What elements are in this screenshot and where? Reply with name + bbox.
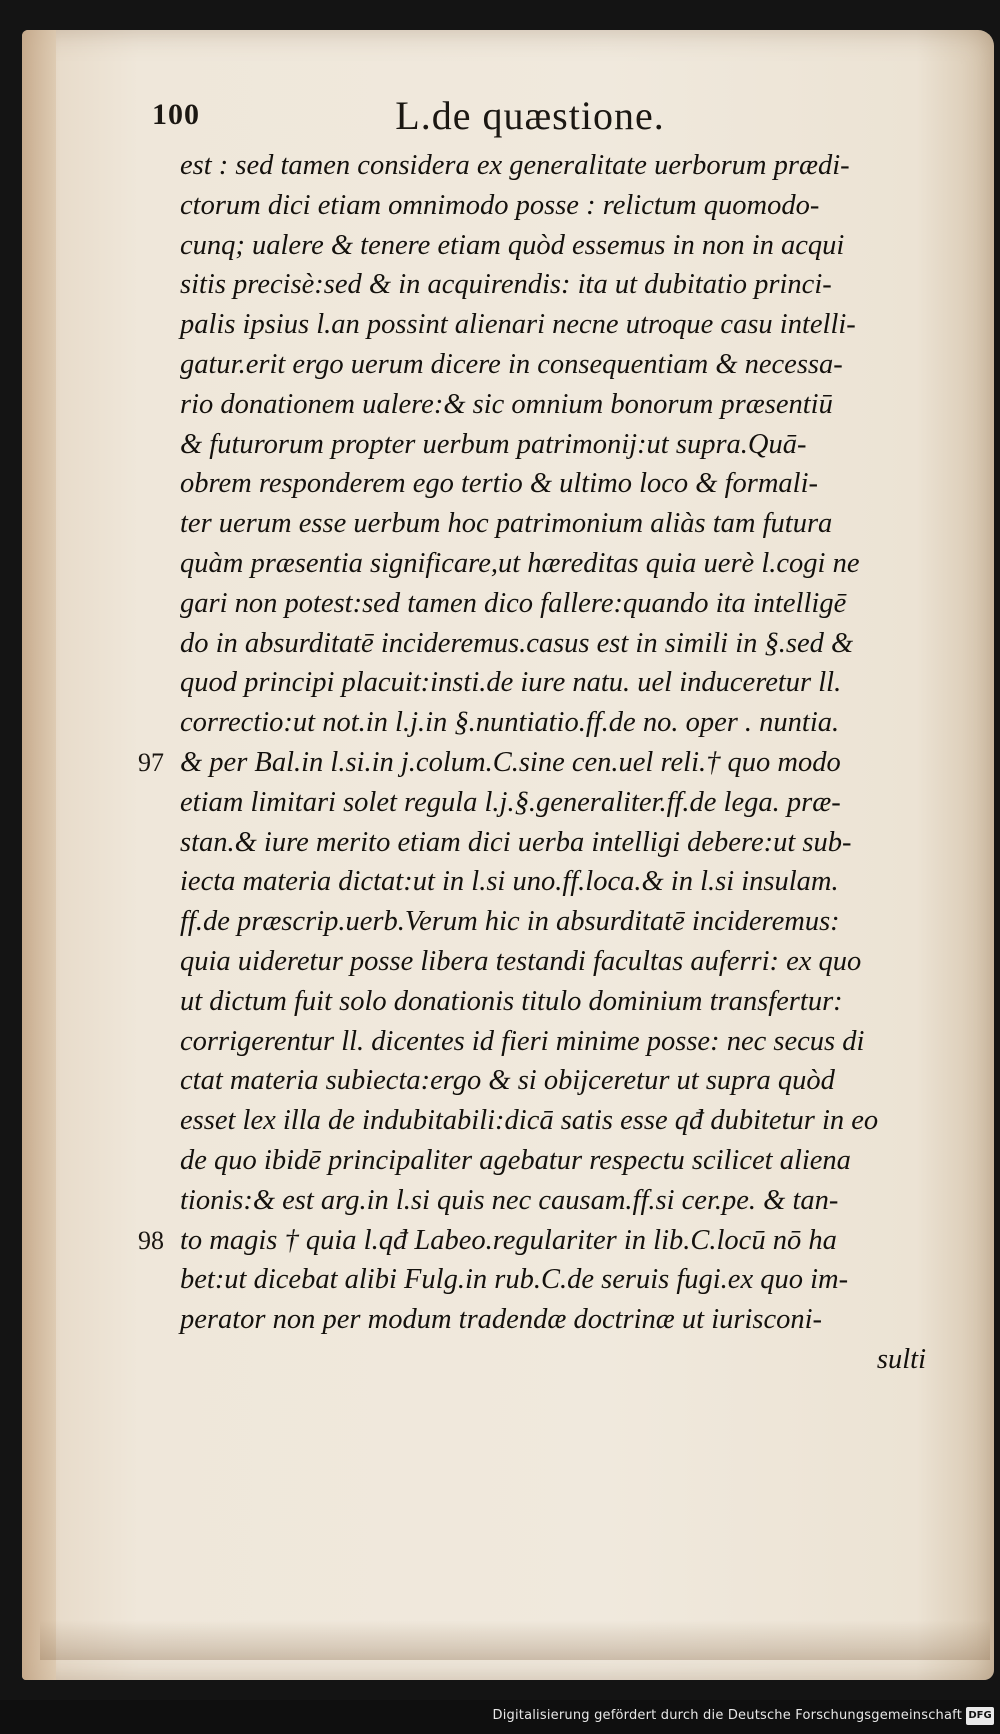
- text-line: [180, 1022, 940, 1062]
- text-line: [180, 862, 940, 902]
- text-line: [180, 504, 940, 544]
- line-text: correctio:ut not.in l.j.in §.nuntiatio.ff.de no. oper . nuntia.: [180, 707, 840, 739]
- line-text: perator non per modum tradendæ doctrinæ ut iurisconi-: [180, 1304, 823, 1336]
- line-text: quod principi placuit:insti.de iure natu. uel induceretur ll.: [180, 667, 842, 699]
- catchword-line: [180, 1340, 940, 1380]
- line-text: etiam limitari solet regula l.j.§.generaliter.ff.de lega. præ-: [180, 786, 841, 818]
- line-text: ctorum dici etiam omnimodo posse : relictum quomodo-: [180, 189, 820, 221]
- text-line: [180, 624, 940, 664]
- text-line: [138, 1221, 940, 1261]
- line-text: stan.& iure merito etiam dici uerba intelligi debere:ut sub-: [180, 826, 852, 858]
- text-line: [180, 305, 940, 345]
- line-text: de quo ibidē principaliter agebatur respectu scilicet aliena: [180, 1144, 851, 1176]
- line-text: quia uideretur posse libera testandi facultas auferri: ex quo: [180, 945, 862, 977]
- running-title: L.de quæstione.: [395, 93, 665, 138]
- text-line: [180, 902, 940, 942]
- line-text: bet:ut dicebat alibi Fulg.in rub.C.de seruis fugi.ex quo im-: [180, 1264, 849, 1296]
- text-line: [180, 1300, 940, 1340]
- text-line: [180, 385, 940, 425]
- line-text: palis ipsius l.an possint alienari necne utroque casu intelli-: [180, 309, 856, 341]
- line-text: cunq; ualere & tenere etiam quòd essemus in non in acqui: [180, 229, 845, 261]
- text-line: [180, 584, 940, 624]
- line-text: corrigerentur ll. dicentes id fieri minime posse: nec secus di: [180, 1025, 865, 1057]
- text-line: [180, 226, 940, 266]
- line-text: iecta materia dictat:ut in l.si uno.ff.loca.& in l.si insulam.: [180, 866, 839, 898]
- text-line: [180, 186, 940, 226]
- text-line: [180, 345, 940, 385]
- digitization-footer: [0, 1700, 1000, 1734]
- text-line: [180, 703, 940, 743]
- text-line: [180, 1061, 940, 1101]
- text-line: [180, 464, 940, 504]
- marginal-number: 97: [138, 747, 164, 777]
- text-line: [180, 1101, 940, 1141]
- line-text: rio donationem ualere:& sic omnium bonorum præsentiū: [180, 388, 833, 420]
- page-number: 100: [152, 98, 200, 131]
- catchword: sulti: [876, 1343, 926, 1375]
- line-text: esset lex illa de indubitabili:dicā satis esse qđ dubitetur in eo: [180, 1105, 879, 1137]
- line-text: & per Bal.in l.si.in j.colum.C.sine cen.uel reli.† quo modo: [180, 746, 841, 778]
- text-line: [180, 942, 940, 982]
- line-text: & futurorum propter uerbum patrimonij:ut supra.Quā-: [180, 428, 807, 460]
- text-line: [138, 743, 940, 783]
- marginal-number: 98: [138, 1225, 164, 1255]
- line-text: gatur.erit ergo uerum dicere in consequentiam & necessa-: [180, 348, 843, 380]
- text-line: [180, 265, 940, 305]
- text-line: [180, 544, 940, 584]
- line-text: sitis precisè:sed & in acquirendis: ita ut dubitatio princi-: [180, 269, 832, 301]
- line-text: ut dictum fuit solo donationis titulo dominium transfertur:: [180, 985, 843, 1017]
- line-text: tionis:& est arg.in l.si quis nec causam.ff.si cer.pe. & tan-: [180, 1184, 839, 1216]
- dfg-logo: DFG: [966, 1707, 994, 1725]
- line-text: quàm præsentia significare,ut hæreditas quia uerè l.cogi ne: [180, 547, 860, 579]
- text-line: [180, 1260, 940, 1300]
- line-text: gari non potest:sed tamen dico fallere:quando ita intelligē: [180, 587, 847, 619]
- running-head: [140, 92, 860, 144]
- text-line: [180, 1141, 940, 1181]
- line-text: est : sed tamen considera ex generalitate uerborum prædi-: [180, 150, 850, 181]
- page-gutter-shadow: [22, 30, 56, 1680]
- text-line: [180, 663, 940, 703]
- text-line: [180, 146, 940, 186]
- text-line: [180, 425, 940, 465]
- text-line: [180, 982, 940, 1022]
- line-text: obrem responderem ego tertio & ultimo loco & formali-: [180, 468, 819, 500]
- page-bottom-shadow: [40, 1620, 990, 1660]
- line-text: ff.de præscrip.uerb.Verum hic in absurditatē incideremus:: [180, 906, 840, 938]
- line-text: to magis † quia l.qđ Labeo.regulariter in lib.C.locū nō ha: [180, 1224, 837, 1256]
- text-line: [180, 783, 940, 823]
- line-text: ctat materia subiecta:ergo & si obijceretur ut supra quòd: [180, 1065, 835, 1097]
- line-text: do in absurditatē incideremus.casus est in simili in §.sed &: [180, 627, 854, 659]
- line-text: ter uerum esse uerbum hoc patrimonium aliàs tam futura: [180, 508, 833, 540]
- text-line: [180, 823, 940, 863]
- body-text: [138, 146, 940, 1386]
- funding-credit: Digitalisierung gefördert durch die Deutsche Forschungsgemeinschaft: [492, 1708, 962, 1723]
- text-line: [180, 1181, 940, 1221]
